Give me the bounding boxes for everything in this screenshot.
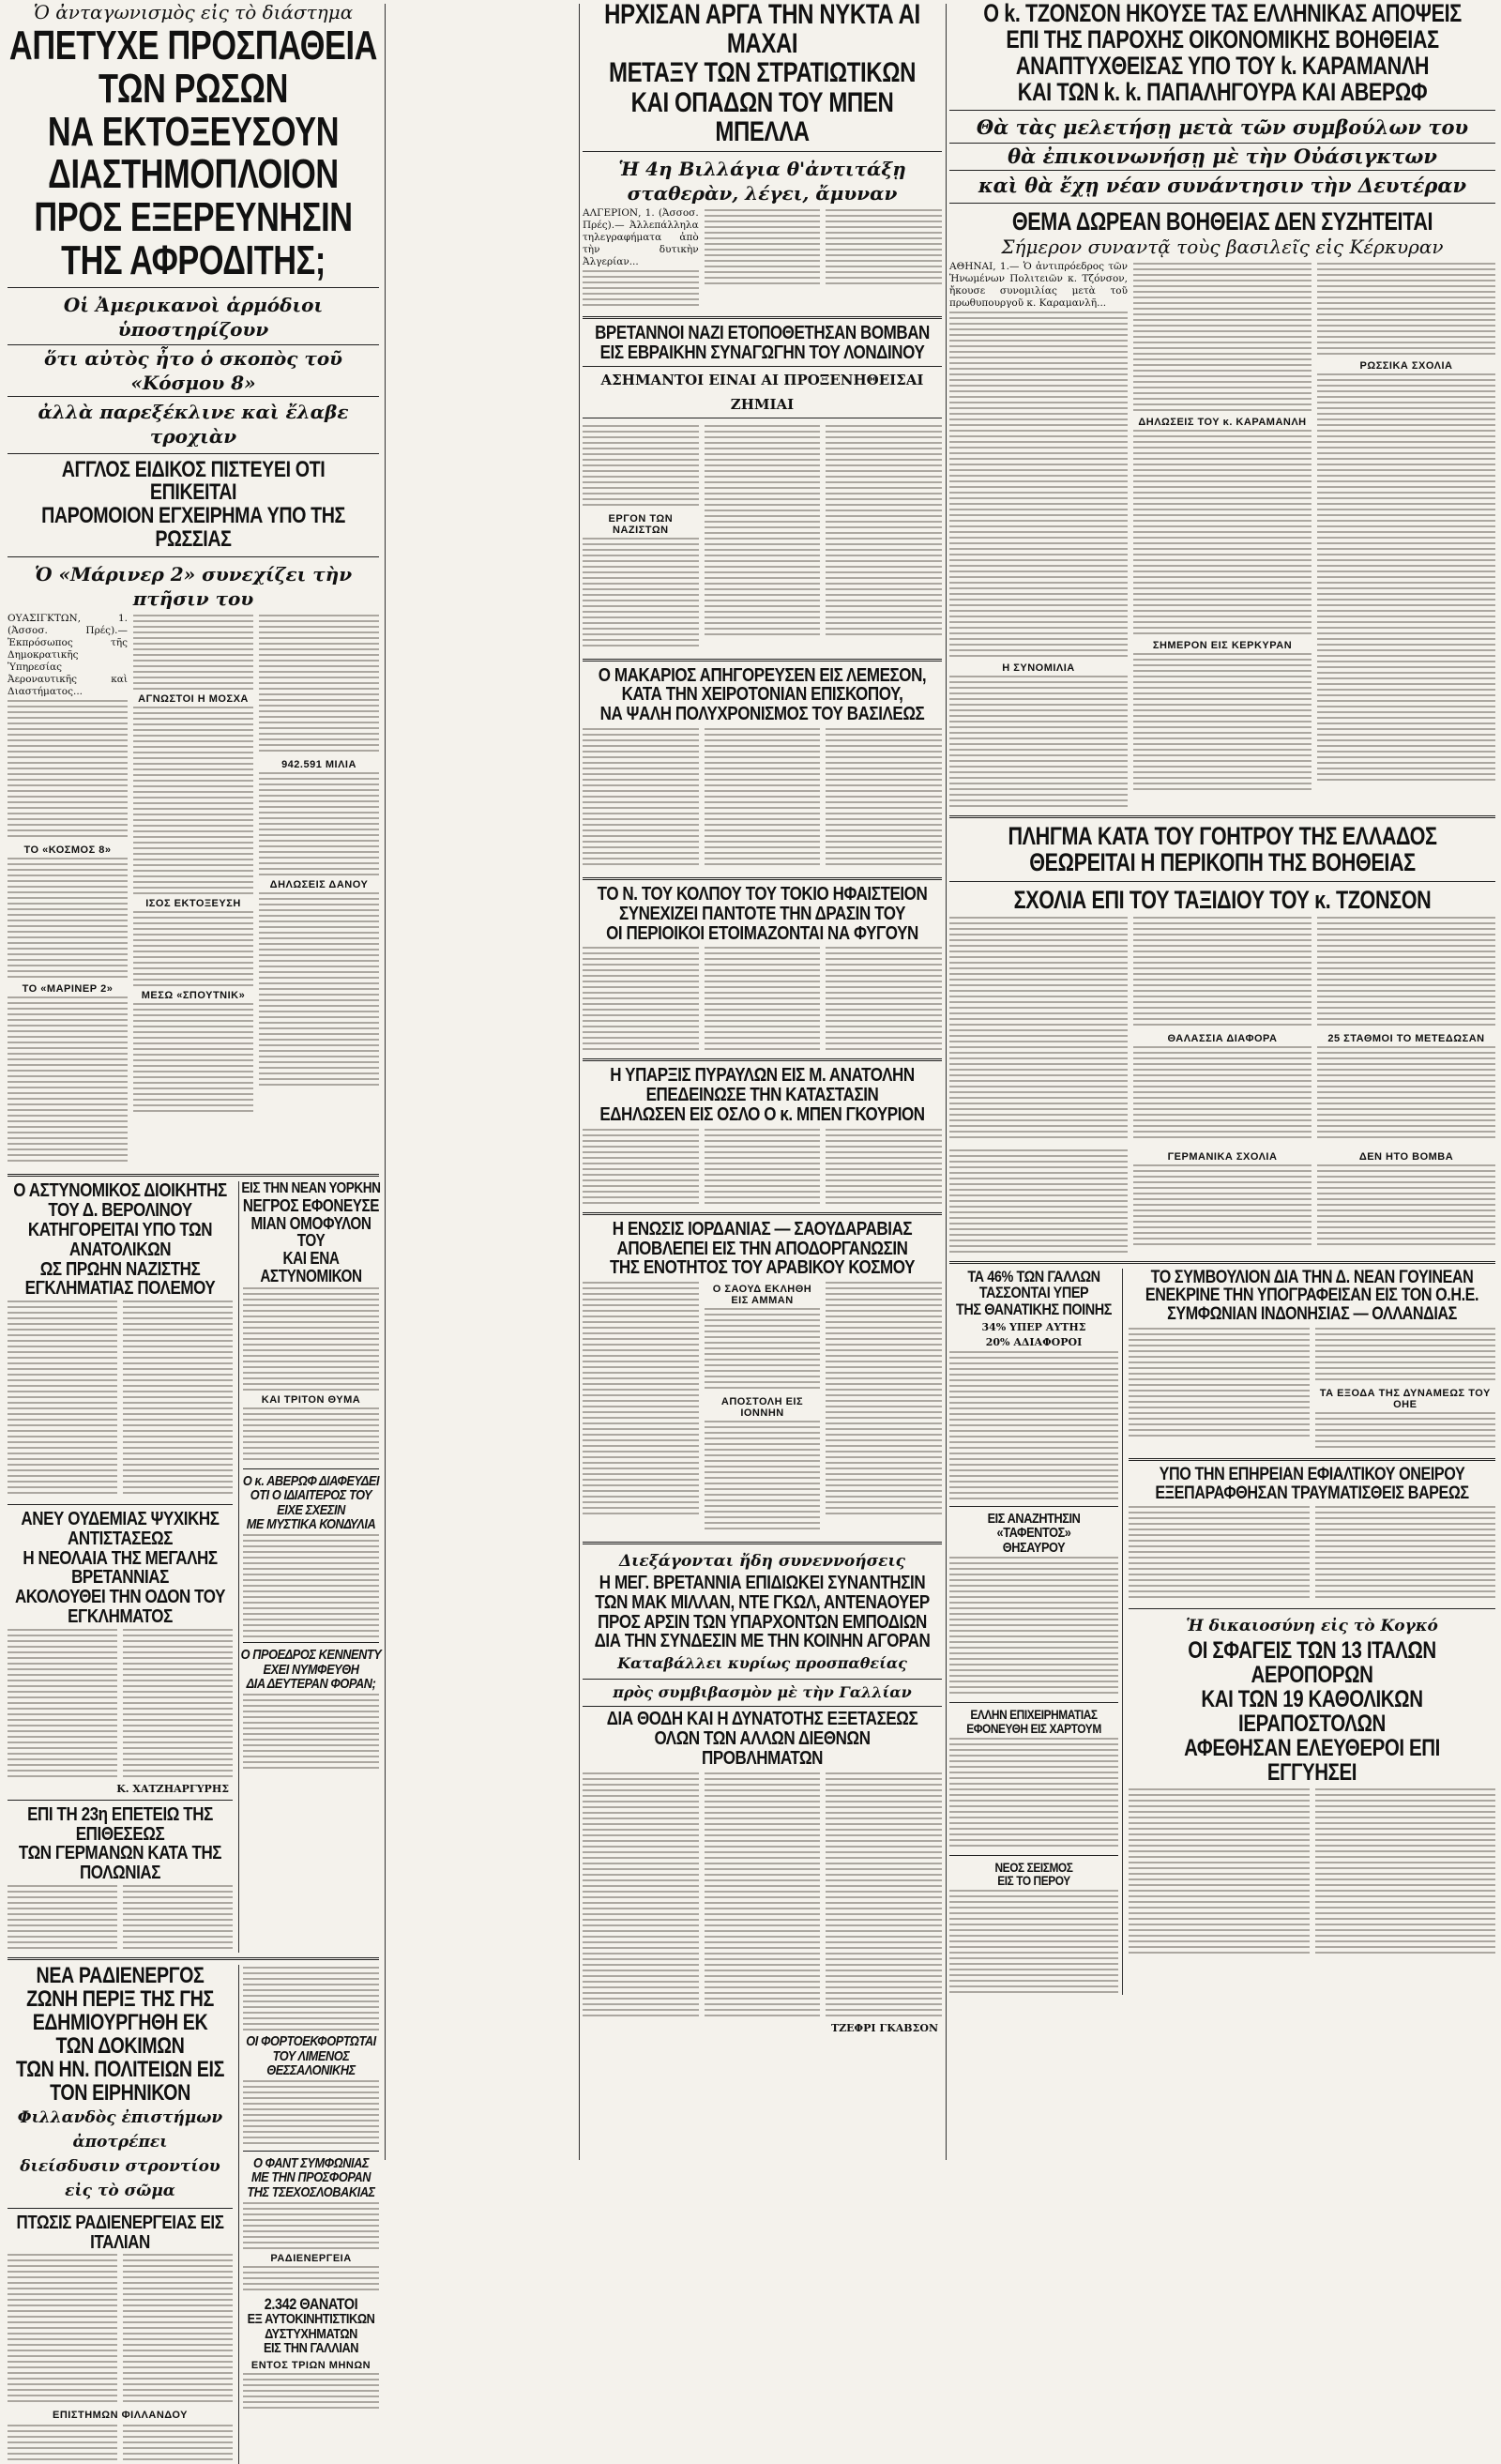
- headline: ΕΝΕΚΡΙΝΕ ΤΗΝ ΥΠΟΓΡΑΦΕΙΣΑΝ ΕΙΣ ΤΟΝ Ο.Η.Ε.: [1145, 1285, 1479, 1306]
- headline: ΕΙΧΕ ΣΧΕΣΙΝ: [277, 1501, 345, 1518]
- headline: ΤΗΣ ΤΣΕΧΟΣΛΟΒΑΚΙΑΣ: [247, 2184, 375, 2201]
- text-block: [8, 1300, 117, 1498]
- headline: ΣΥΜΦΩΝΙΑΝ ΙΝΔΟΝΗΣΙΑΣ — ΟΛΛΑΝΔΙΑΣ: [1167, 1304, 1457, 1325]
- divider: [8, 1957, 379, 1960]
- headline: ΤΑΣΣΟΝΤΑΙ ΥΠΕΡ: [978, 1284, 1089, 1302]
- subheadline: ὅτι αὐτὸς ἦτο ὁ σκοπὸς τοῦ «Κόσμου 8»: [8, 344, 379, 397]
- text-block: [1317, 1046, 1495, 1140]
- byline: ΤΖΕΦΡΙ ΓΚΑΒΣΟΝ: [830, 2021, 938, 2034]
- text-block: [705, 1129, 821, 1204]
- headline: ΘΕΣΣΑΛΟΝΙΚΗΣ: [266, 2062, 356, 2079]
- headline: ΚΑΤΗΓΟΡΕΙΤΑΙ ΥΠΟ ΤΩΝ ΑΝΑΤΟΛΙΚΩΝ: [27, 1219, 213, 1260]
- subheadline: θὰ ἐπικοινωνήσῃ μὲ τὴν Οὐάσιγκτων: [949, 143, 1495, 171]
- divider: [583, 1058, 942, 1061]
- divider: [949, 1855, 1118, 1856]
- headline: ΜΙΑΝ ΟΜΟΦΥΛΟΝ ΤΟΥ: [250, 1213, 371, 1251]
- column-left: [8, 0, 382, 2422]
- text-block: [949, 1738, 1118, 1850]
- headline: ΤΑ 46% ΤΩΝ ΓΑΛΛΩΝ: [967, 1267, 1100, 1285]
- text-block: [826, 728, 942, 869]
- section-label: ΔΗΛΩΣΕΙΣ ΔΑΝΟΥ: [269, 879, 369, 891]
- text-block: [1133, 1164, 1311, 1249]
- divider: [949, 815, 1495, 818]
- headline: ΤΗΣ ΕΝΟΤΗΤΟΣ ΤΟΥ ΑΡΑΒΙΚΟΥ ΚΟΣΜΟΥ: [609, 1257, 916, 1279]
- divider: [1129, 1608, 1495, 1609]
- text-block: [1317, 373, 1495, 782]
- subheadline: Θὰ τὰς μελετήσῃ μετὰ τῶν συμβούλων του: [976, 115, 1469, 140]
- text-block: [8, 1885, 117, 1951]
- text-block: [583, 947, 699, 1050]
- headline: ΜΕ ΜΥΣΤΙΚΑ ΚΟΝΔΥΛΙΑ: [246, 1516, 376, 1533]
- section-label: ΡΑΔΙΕΝΕΡΓΕΙΑ: [270, 2252, 352, 2264]
- text-block: [123, 2254, 233, 2404]
- section-label: ΔΕΝ ΗΤΟ ΒΟΜΒΑ: [1358, 1150, 1454, 1163]
- section-label: ΡΩΣΣΙΚΑ ΣΧΟΛΙΑ: [1359, 360, 1453, 373]
- headline: ΕΠΕΔΕΙΝΩΣΕ ΤΗΝ ΚΑΤΑΣΤΑΣΙΝ: [645, 1085, 879, 1106]
- section-label: ΕΠΙΣΤΗΜΩΝ ΦΙΛΛΑΝΔΟΥ: [53, 2410, 188, 2422]
- section-label: ΣΗΜΕΡΟΝ ΕΙΣ ΚΕΡΚΥΡΑΝ: [1152, 640, 1293, 652]
- headline: ΔΥΣΤΥΧΗΜΑΤΩΝ: [265, 2325, 357, 2342]
- subheadline: Φιλλανδὸς ἐπιστήμων ἀποτρέπει: [17, 2107, 223, 2152]
- text-block: [949, 1890, 1118, 1993]
- text-block: [1315, 1506, 1496, 1600]
- main-headline: ΑΝΑΠΤΥΧΘΕΙΣΑΣ ΥΠΟ ΤΟΥ k. ΚΑΡΑΜΑΝΛΗ: [1015, 52, 1430, 81]
- section-label: ΤΟ «ΜΑΡΙΝΕΡ 2»: [22, 983, 114, 996]
- text-block: [259, 615, 379, 755]
- text-block: [1133, 430, 1311, 636]
- section-label: ΤΑ ΕΞΟΔΑ ΤΗΣ ΔΥΝΑΜΕΩΣ ΤΟΥ ΟΗΕ: [1319, 1387, 1491, 1410]
- section-label: 942.591 ΜΙΛΙΑ: [281, 759, 356, 771]
- main-headline: ΠΡΟΣ ΕΞΕΡΕΥΝΗΣΙΝ ΤΗΣ ΑΦΡΟΔΙΤΗΣ;: [34, 194, 353, 283]
- headline: ΚΑΙ ΕΝΑ ΑΣΤΥΝΟΜΙΚΟΝ: [260, 1249, 362, 1285]
- text-block: [243, 1694, 379, 1769]
- text-block: [949, 312, 1128, 659]
- subheadline: Οἱ Ἀμερικανοὶ ἁρμόδιοι ὑποστηρίζουν: [63, 293, 324, 341]
- text-block: [583, 1282, 699, 1516]
- headline: ΒΡΕΤΑΝΝΟΙ ΝΑΖΙ ΕΤΟΠΟΘΕΤΗΣΑΝ ΒΟΜΒΑΝ: [595, 322, 930, 343]
- headline: ΝΕΓΡΟΣ ΕΦΟΝΕΥΣΕ: [242, 1195, 380, 1215]
- text-block: [949, 917, 1128, 1142]
- headline: ΕΔΗΜΙΟΥΡΓΗΘΗ ΕΚ ΤΩΝ ΔΟΚΙΜΩΝ: [32, 2009, 208, 2059]
- subheadline: πρὸς συμβιβασμὸν μὲ τὴν Γαλλίαν: [583, 1679, 942, 1707]
- text-block: [133, 707, 253, 894]
- headline: ΟΙ ΦΟΡΤΟΕΚΦΟΡΤΩΤΑΙ: [246, 2033, 376, 2050]
- text-block: [826, 209, 942, 284]
- main-headline: ΗΡΧΙΣΑΝ ΑΡΓΑ ΤΗΝ ΝΥΚΤΑ ΑΙ ΜΑΧΑΙ: [604, 0, 920, 60]
- divider: [243, 1468, 379, 1469]
- divider: [583, 151, 942, 152]
- divider: [8, 1174, 379, 1177]
- headline: ΤΩΝ ΗΝ. ΠΟΛΙΤΕΙΩΝ ΕΙΣ ΤΟΝ ΕΙΡΗΝΙΚΟΝ: [16, 2056, 224, 2106]
- headline: «ΤΑΦΕΝΤΟΣ»: [996, 1525, 1071, 1542]
- main-headline: Ο k. ΤΖΟΝΣΟΝ ΗΚΟΥΣΕ ΤΑΣ ΕΛΛΗΝΙΚΑΣ ΑΠΟΨΕΙΣ: [983, 0, 1462, 27]
- headline: Η ΕΝΩΣΙΣ ΙΟΡΔΑΝΙΑΣ — ΣΑΟΥΔΑΡΑΒΙΑΣ: [612, 1218, 913, 1240]
- headline: ΠΑΡΟΜΟΙΟΝ ΕΓΧΕΙΡΗΜΑ ΥΠΟ ΤΗΣ ΡΩΣΣΙΑΣ: [41, 503, 345, 553]
- section-label: ΑΓΝΩΣΤΟΙ Η ΜΟΣΧΑ: [138, 693, 249, 706]
- headline: ΤΗΣ ΘΑΝΑΤΙΚΗΣ ΠΟΙΝΗΣ: [955, 1300, 1113, 1318]
- headline: ΤΟ Ν. ΤΟΥ ΚΟΛΠΟΥ ΤΟΥ ΤΟΚΙΟ ΗΦΑΙΣΤΕΙΟΝ: [597, 883, 928, 905]
- headline: ΑΓΓΛΟΣ ΕΙΔΙΚΟΣ ΠΙΣΤΕΥΕΙ ΟΤΙ ΕΠΙΚΕΙΤΑΙ: [61, 456, 326, 506]
- headline: Η ΥΠΑΡΞΙΣ ΠΥΡΑΥΛΩΝ ΕΙΣ Μ. ΑΝΑΤΟΛΗΝ: [610, 1065, 915, 1087]
- divider: [583, 877, 942, 880]
- article-dateline: ΑΘΗΝΑΙ, 1.— Ὁ ἀντιπρόεδρος τῶν Ἡνωμένων Πολιτειῶν κ. Τζόνσον, ἤκουσε συνομιλίας μετὰ τοῦ πρωθυπουργοῦ κ. Καραμανλῆ...: [949, 261, 1128, 310]
- text-block: [123, 1300, 233, 1498]
- main-headline: ΝΑ ΕΚΤΟΞΕΥΣΟΥΝ ΔΙΑΣΤΗΜΟΠΛΟΙΟΝ: [47, 108, 340, 198]
- headline: 2.342 ΘΑΝΑΤΟΙ: [264, 2294, 358, 2313]
- text-block: [8, 2254, 117, 2404]
- subheadline: ΑΣΗΜΑΝΤΟΙ ΕΙΝΑΙ ΑΙ ΠΡΟΞΕΝΗΘΕΙΣΑΙ ΖΗΜΙΑΙ: [583, 366, 942, 418]
- text-block: [133, 911, 253, 986]
- text-block: [123, 1885, 233, 1951]
- text-block: [243, 2202, 379, 2249]
- text-block: [8, 2425, 117, 2462]
- text-block: [1317, 263, 1495, 357]
- text-block: [259, 892, 379, 1089]
- headline: ΕΙΣ ΤΗΝ ΓΑΛΛΙΑΝ: [263, 2340, 359, 2357]
- text-block: [949, 1557, 1118, 1697]
- section-label: ΚΑΙ ΤΡΙΤΟΝ ΘΥΜΑ: [261, 1393, 361, 1406]
- section-label: ΔΗΛΩΣΕΙΣ ΤΟΥ κ. ΚΑΡΑΜΑΝΛΗ: [1138, 417, 1307, 429]
- headline: ΑΚΟΛΟΥΘΕΙ ΤΗΝ ΟΔΟΝ ΤΟΥ ΕΓΚΛΗΜΑΤΟΣ: [14, 1587, 226, 1628]
- headline: Η ΜΕΓ. ΒΡΕΤΑΝΝΙΑ ΕΠΙΔΙΩΚΕΙ ΣΥΝΑΝΤΗΣΙΝ: [599, 1573, 926, 1594]
- text-block: [1133, 653, 1311, 794]
- section-label: ΜΕΣΩ «ΣΠΟΥΤΝΙΚ»: [141, 990, 246, 1002]
- divider: [8, 1800, 233, 1801]
- column-rule: [385, 4, 386, 2160]
- headline: ΕΙΣ ΤΟ ΠΕΡΟΥ: [997, 1873, 1070, 1889]
- subheadline: διείσδυσιν στροντίου εἰς τὸ σῶμα: [20, 2156, 220, 2200]
- byline: Κ. ΧΑΤΖΗΑΡΓΥΡΗΣ: [116, 1782, 229, 1795]
- text-block: [133, 1003, 253, 1116]
- main-headline: ΚΑΙ ΟΠΑΔΩΝ ΤΟΥ ΜΠΕΝ ΜΠΕΛΛΑ: [630, 86, 894, 147]
- text-block: [583, 270, 699, 308]
- bottom-left-area: [8, 1965, 379, 2464]
- text-block: [1317, 1164, 1495, 1249]
- divider: [8, 556, 379, 557]
- headline: ΑΝΕΥ ΟΥΔΕΜΙΑΣ ΨΥΧΙΚΗΣ ΑΝΤΙΣΤΑΣΕΩΣ: [21, 1509, 220, 1549]
- text-block: [1317, 917, 1495, 1029]
- text-block: [1129, 1788, 1310, 1957]
- article-dateline: ΟΥΑΣΙΓΚΤΩΝ, 1. (Ἀσσοσ. Πρές).— Ἐκπρόσωπος τῆς Δημοκρατικῆς Ὑπηρεσίας Ἀεροναυτικῆς καὶ Διαστήματος...: [8, 613, 128, 698]
- headline: ΠΛΗΓΜΑ ΚΑΤΑ ΤΟΥ ΓΟΗΤΡΟΥ ΤΗΣ ΕΛΛΑΔΟΣ: [1008, 822, 1437, 851]
- headline: ΕΞ ΑΥΤΟΚΙΝΗΤΙΣΤΙΚΩΝ: [247, 2311, 375, 2328]
- headline: ΕΛΛΗΝ ΕΠΙΧΕΙΡΗΜΑΤΙΑΣ: [970, 1707, 1098, 1723]
- divider: [949, 1702, 1118, 1703]
- subheadline: σταθερὰν, λέγει, ἄμυναν: [627, 181, 898, 205]
- headline: ΟΙ ΣΦΑΓΕΙΣ ΤΩΝ 13 ΙΤΑΛΩΝ ΑΕΡΟΠΟΡΩΝ: [1188, 1637, 1436, 1689]
- headline: ΑΦΕΘΗΣΑΝ ΕΛΕΥΘΕΡΟΙ ΕΠΙ ΕΓΓΥΗΣΕΙ: [1184, 1735, 1440, 1787]
- headline: ΘΕΜΑ ΔΩΡΕΑΝ ΒΟΗΘΕΙΑΣ ΔΕΝ ΣΥΖΗΤΕΙΤΑΙ: [1011, 207, 1433, 236]
- text-block: [1315, 1412, 1496, 1450]
- divider: [949, 110, 1495, 111]
- text-block: [1133, 1046, 1311, 1140]
- text-block: [8, 996, 128, 1165]
- text-block: [826, 1282, 942, 1516]
- text-block: [705, 209, 821, 284]
- section-label: ΘΑΛΑΣΣΙΑ ΔΙΑΦΟΡΑ: [1167, 1032, 1278, 1044]
- headline: ΜΕ ΤΗΝ ΠΡΟΣΦΟΡΑΝ: [250, 2169, 371, 2186]
- headline: ΝΕΟΣ ΣΕΙΣΜΟΣ: [994, 1859, 1073, 1875]
- kicker: Ὁ ἀνταγωνισμὸς εἰς τὸ διάστημα: [33, 1, 354, 23]
- headline: ΕΙΣ ΑΝΑΖΗΤΗΣΙΝ: [987, 1510, 1081, 1527]
- lower-left-area: [8, 1180, 382, 1953]
- headline: ΤΩΝ ΜΑΚ ΜΙΛΛΑΝ, ΝΤΕ ΓΚΩΛ, ΑΝΤΕΝΑΟΥΕΡ: [595, 1591, 930, 1613]
- text-block: [259, 772, 379, 875]
- headline: Ο ΠΡΟΕΔΡΟΣ ΚΕΝΝΕΝΤΥ: [240, 1646, 382, 1663]
- text-block: [1133, 263, 1311, 413]
- article-dateline: ΑΛΓΕΡΙΟΝ, 1. (Ἀσσοσ. Πρές).— Ἀλλεπάλληλα τηλεγραφήματα ἀπὸ τὴν δυτικὴν Ἀλγερίαν...: [583, 206, 699, 267]
- stat-line: 34% ΥΠΕΡ ΑΥΤΗΣ: [981, 1320, 1086, 1333]
- stat-line: 20% ΑΔΙΑΦΟΡΟΙ: [985, 1335, 1083, 1348]
- column-right: [949, 0, 1495, 2164]
- text-block: [1315, 1788, 1496, 1957]
- main-headline: ΑΠΕΤΥΧΕ ΠΡΟΣΠΑΘΕΙΑ ΤΩΝ ΡΩΣΩΝ: [8, 23, 378, 112]
- headline: ΕΙΣ ΤΗΝ ΝΕΑΝ ΥΟΡΚΗΝ: [241, 1180, 381, 1197]
- headline: ΑΠΟΒΛΕΠΕΙ ΕΙΣ ΤΗΝ ΑΠΟΔΟΡΓΑΝΩΣΙΝ: [616, 1238, 908, 1259]
- subheadline: Ὁ «Μάρινερ 2» συνεχίζει τὴν πτῆσιν του: [34, 563, 353, 611]
- text-block: [243, 2080, 379, 2146]
- headline: ΝΑ ΨΑΛΗ ΠΟΛΥΧΡΟΝΙΣΜΟΣ ΤΟΥ ΒΑΣΙΛΕΩΣ: [599, 704, 925, 725]
- headline: Η ΝΕΟΛΑΙΑ ΤΗΣ ΜΕΓΑΛΗΣ ΒΡΕΤΑΝΝΙΑΣ: [23, 1547, 218, 1589]
- text-block: [243, 1534, 379, 1637]
- headline: Ο ΑΣΤΥΝΟΜΙΚΟΣ ΔΙΟΙΚΗΤΗΣ ΤΟΥ Δ. ΒΕΡΟΛΙΝΟΥ: [13, 1180, 227, 1222]
- headline: ΕΞΕΠΑΡΑΦΘΗΣΑΝ ΤΡΑΥΜΑΤΙΣΘΕΙΣ ΒΑΡΕΩΣ: [1155, 1483, 1469, 1503]
- text-block: [705, 1772, 821, 2016]
- column-rule: [579, 4, 580, 2160]
- divider: [583, 316, 942, 319]
- text-block: [583, 1129, 699, 1204]
- text-block: [583, 425, 699, 510]
- article-body: [949, 259, 1495, 811]
- main-headline: ΜΕΤΑΞΥ ΤΩΝ ΣΤΡΑΤΙΩΤΙΚΩΝ: [608, 57, 917, 89]
- headline: ΚΑΤΑ ΤΗΝ ΧΕΙΡΟΤΟΝΙΑΝ ΕΠΙΣΚΟΠΟΥ,: [621, 684, 903, 706]
- headline: Ο ΦΑΝΤ ΣΥΜΦΩΝΙΑΣ: [252, 2154, 370, 2171]
- headline: ΕΠΙ ΤΗ 23η ΕΠΕΤΕΙΩ ΤΗΣ ΕΠΙΘΕΣΕΩΣ: [27, 1803, 213, 1845]
- headline: ΤΩΝ ΓΕΡΜΑΝΩΝ ΚΑΤΑ ΤΗΣ ΠΟΛΩΝΙΑΣ: [18, 1843, 222, 1884]
- lower-right-area: [949, 1269, 1495, 1995]
- text-block: [1133, 917, 1311, 1029]
- divider: [583, 1542, 942, 1544]
- headline: ΠΤΩΣΙΣ ΡΑΔΙΕΝΕΡΓΕΙΑΣ ΕΙΣ ΙΤΑΛΙΑΝ: [16, 2212, 224, 2253]
- headline: ΔΙΑ ΤΗΝ ΣΥΝΔΕΣΙΝ ΜΕ ΤΗΝ ΚΟΙΝΗΝ ΑΓΟΡΑΝ: [594, 1631, 931, 1652]
- text-block: [826, 947, 942, 1050]
- section-label: 25 ΣΤΑΘΜΟΙ ΤΟ ΜΕΤΕΔΩΣΑΝ: [1327, 1032, 1485, 1044]
- section-label: ΕΝΤΟΣ ΤΡΙΩΝ ΜΗΝΩΝ: [250, 2360, 371, 2372]
- divider: [8, 453, 379, 454]
- headline: ΟΤΙ Ο ΙΔΙΑΙΤΕΡΟΣ ΤΟΥ: [250, 1487, 372, 1504]
- divider: [583, 1212, 942, 1215]
- headline: ΤΟ ΣΥΜΒΟΥΛΙΟΝ ΔΙΑ ΤΗΝ Δ. ΝΕΑΝ ΓΟΥΙΝΕΑΝ: [1150, 1267, 1474, 1287]
- text-block: [705, 425, 821, 636]
- text-block: [1129, 1328, 1310, 1440]
- headline: ΟΙ ΠΕΡΙΟΙΚΟΙ ΕΤΟΙΜΑΖΟΝΤΑΙ ΝΑ ΦΥΓΟΥΝ: [606, 922, 918, 944]
- divider: [949, 203, 1495, 204]
- text-block: [8, 858, 128, 980]
- headline: ΟΛΩΝ ΤΩΝ ΑΛΛΩΝ ΔΙΕΘΝΩΝ ΠΡΟΒΛΗΜΑΤΩΝ: [654, 1728, 871, 1769]
- divider: [243, 1642, 379, 1643]
- section-label: ΕΡΓΟΝ ΤΩΝ ΝΑΖΙΣΤΩΝ: [608, 512, 674, 536]
- text-block: [243, 2373, 379, 2411]
- text-block: [243, 1287, 379, 1391]
- headline: ΔΙΑ ΔΕΥΤΕΡΑΝ ΦΟΡΑΝ;: [246, 1676, 376, 1693]
- text-block: [583, 728, 699, 869]
- headline: ΕΔΗΛΩΣΕΝ ΕΙΣ ΟΣΛΟ Ο κ. ΜΠΕΝ ΓΚΟΥΡΙΟΝ: [599, 1103, 925, 1125]
- headline: ΤΟΥ ΛΙΜΕΝΟΣ: [272, 2047, 350, 2064]
- text-block: [705, 1308, 821, 1392]
- headline: ΕΧΕΙ ΝΥΜΦΕΥΘΗ: [263, 1661, 359, 1678]
- divider: [8, 2208, 233, 2209]
- text-block: [8, 700, 128, 841]
- headline: ΕΦΟΝΕΥΘΗ ΕΙΣ ΧΑΡΤΟΥΜ: [966, 1720, 1101, 1736]
- divider: [583, 659, 942, 662]
- column-rule: [946, 4, 947, 2160]
- subheadline: καὶ θὰ ἔχῃ νέαν συνάντησιν τὴν Δευτέραν: [978, 174, 1467, 198]
- headline: ΝΕΑ ΡΑΔΙΕΝΕΡΓΟΣ ΖΩΝΗ ΠΕΡΙΞ ΤΗΣ ΓΗΣ: [26, 1963, 214, 2013]
- column-center: [583, 0, 942, 2164]
- text-block: [123, 1629, 233, 1779]
- text-block: [826, 1129, 942, 1204]
- divider: [8, 1504, 233, 1505]
- section-label: ΑΠΟΣΤΟΛΗ ΕΙΣ ΙΟΝΝΗΝ: [720, 1396, 804, 1420]
- headline: ΠΡΟΣ ΑΡΣΙΝ ΤΩΝ ΥΠΑΡΧΟΝΤΩΝ ΕΜΠΟΔΙΩΝ: [598, 1611, 927, 1633]
- headline: ΩΣ ΠΡΩΗΝ ΝΑΖΙΣΤΗΣ ΕΓΚΛΗΜΑΤΙΑΣ ΠΟΛΕΜΟΥ: [24, 1258, 216, 1300]
- section-label: ΓΕΡΜΑΝΙΚΑ ΣΧΟΛΙΑ: [1167, 1150, 1278, 1163]
- section-label: ΤΟ «ΚΟΣΜΟΣ 8»: [23, 844, 112, 857]
- text-block: [949, 1149, 1128, 1253]
- headline: ΕΙΣ ΕΒΡΑΙΚΗΝ ΣΥΝΑΓΩΓΗΝ ΤΟΥ ΛΟΝΔΙΝΟΥ: [599, 342, 925, 363]
- subheadline: Ἡ 4η Βιλλάγια θ'ἀντιτάξῃ: [618, 157, 906, 180]
- article-body: [8, 611, 379, 1169]
- text-block: [949, 676, 1128, 807]
- text-block: [243, 1407, 379, 1464]
- divider: [8, 287, 379, 288]
- divider: [949, 1506, 1118, 1507]
- headline: ΔΙΑ ΘΟΔΗ ΚΑΙ Η ΔΥΝΑΤΟΤΗΣ ΕΞΕΤΑΣΕΩΣ: [606, 1709, 918, 1730]
- section-label: Η ΣΥΝΟΜΙΛΙΑ: [1002, 662, 1075, 675]
- main-headline: ΚΑΙ ΤΩΝ k. k. ΠΑΠΑΛΗΓΟΥΡΑ ΚΑΙ ΑΒΕΡΩΦ: [1017, 78, 1428, 107]
- subheadline: ἀλλὰ παρεξέκλινε καὶ ἔλαβε τροχιὰν: [38, 400, 349, 448]
- divider: [1129, 1458, 1495, 1461]
- headline: ΥΠΟ ΤΗΝ ΕΠΗΡΕΙΑΝ ΕΦΙΑΛΤΙΚΟΥ ΟΝΕΙΡΟΥ: [1159, 1464, 1465, 1484]
- article-body: [583, 205, 942, 312]
- text-block: [1315, 1328, 1496, 1384]
- text-block: [583, 1772, 699, 2016]
- subheadline: Σήμερον συναντᾷ τοὺς βασιλεῖς εἰς Κέρκυραν: [1001, 236, 1444, 259]
- subheadline: Ἡ δικαιοσύνη εἰς τὸ Κογκό: [1186, 1617, 1438, 1636]
- main-headline: ΕΠΙ ΤΗΣ ΠΑΡΟΧΗΣ ΟΙΚΟΝΟΜΙΚΗΣ ΒΟΗΘΕΙΑΣ: [1006, 25, 1439, 54]
- divider: [243, 2151, 379, 2152]
- text-block: [8, 1629, 117, 1779]
- text-block: [705, 1421, 821, 1533]
- divider: [949, 1261, 1495, 1264]
- headline: ΚΑΙ ΤΩΝ 19 ΚΑΘΟΛΙΚΩΝ ΙΕΡΑΠΟΣΤΟΛΩΝ: [1201, 1686, 1423, 1738]
- section-label: Ο ΣΑΟΥΔ ΕΚΛΗΘΗ ΕΙΣ ΑΜΜΑΝ: [712, 1284, 812, 1307]
- subheadline: Διεξάγονται ἤδη συνεννοήσεις: [618, 1552, 906, 1572]
- text-block: [243, 2266, 379, 2294]
- text-block: [243, 1967, 379, 2032]
- text-block: [1129, 1506, 1310, 1600]
- text-block: [705, 947, 821, 1050]
- headline: ΣΥΝΕΧΙΖΕΙ ΠΑΝΤΟΤΕ ΤΗΝ ΔΡΑΣΙΝ ΤΟΥ: [618, 903, 906, 924]
- headline: ΘΗΣΑΥΡΟΥ: [1002, 1539, 1066, 1556]
- text-block: [826, 425, 942, 636]
- text-block: [826, 1772, 942, 2016]
- text-block: [705, 728, 821, 869]
- text-block: [133, 615, 253, 690]
- divider: [949, 881, 1495, 882]
- text-block: [123, 2425, 233, 2462]
- subheadline: Καταβάλλει κυρίως προσπαθείας: [617, 1654, 907, 1673]
- headline: ΘΕΩΡΕΙΤΑΙ Η ΠΕΡΙΚΟΠΗ ΤΗΣ ΒΟΗΘΕΙΑΣ: [1029, 848, 1416, 877]
- text-block: [583, 538, 699, 650]
- headline: ΣΧΟΛΙΑ ΕΠΙ ΤΟΥ ΤΑΞΙΔΙΟΥ ΤΟΥ κ. ΤΖΟΝΣΟΝ: [1013, 885, 1432, 914]
- headline: Ο ΜΑΚΑΡΙΟΣ ΑΠΗΓΟΡΕΥΣΕΝ ΕΙΣ ΛΕΜΕΣΟΝ,: [598, 664, 927, 686]
- section-label: ΙΣΟΣ ΕΚΤΟΞΕΥΣΗ: [145, 898, 241, 910]
- text-block: [949, 1351, 1118, 1501]
- headline: Ο κ. ΑΒΕΡΩΦ ΔΙΑΦΕΥΔΕΙ: [242, 1472, 380, 1489]
